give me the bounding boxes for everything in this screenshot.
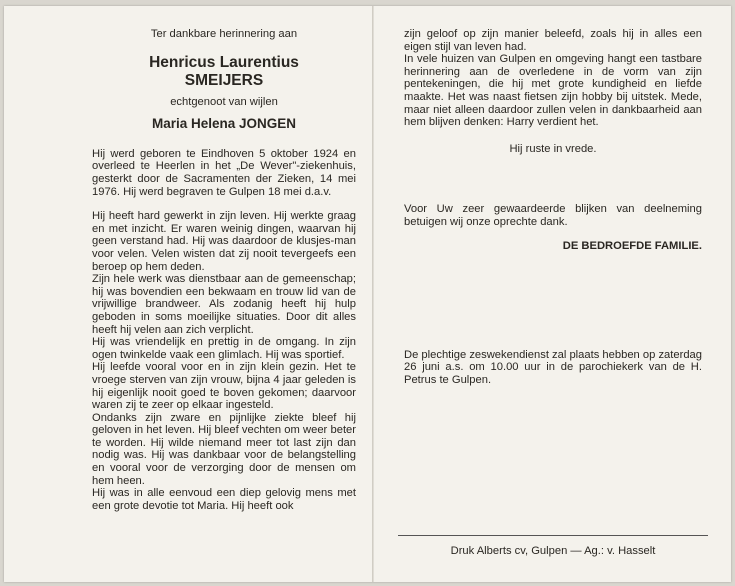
right-page: [404, 28, 702, 387]
spouse-label: echtgenoot van wijlen: [170, 96, 278, 109]
drawings-paragraph: In vele huizen van Gulpen en omgeving hangt een tastbare herinnering aan de overledene in de vorm van zijn pentekeningen, die hij met grote kundigheid en liefde maakte. Het was naast fietsen zijn hobby bij uitstek. Mede, maar niet alleen daardoor zullen velen in dankbaarheid aan hem blijven denken: Harry verdient het.: [404, 53, 702, 129]
thanks-paragraph: Voor Uw zeer gewaardeerde blijken van deelneming betuigen wij onze oprechte dank.: [404, 203, 702, 228]
intro-text: Ter dankbare herinnering aan: [150, 28, 298, 40]
spouse-name: Maria Helena JONGEN: [151, 115, 297, 131]
service-paragraph: De plechtige zeswekendienst zal plaats hebben op zaterdag 26 juni a.s. om 10.00 uur in de parochiekerk van de H. Petrus te Gulpen.: [404, 348, 702, 386]
work-paragraph: Hij heeft hard gewerkt in zijn leven. Hij werkte graag en met inzicht. Er waren weinig dingen, waarvan hij geen verstand had. Hij was daardoor de klusjes-man voor velen. Velen wisten dat zij nooit tevergeefs een beroep op hem deden.: [92, 210, 356, 273]
divider-line: [398, 535, 708, 536]
faith-paragraph: Hij was in alle eenvoud een diep gelovig mens met een grote devotie tot Maria. Hij heeft ook: [92, 487, 356, 512]
community-paragraph: Zijn hele werk was dienstbaar aan de gemeenschap; hij was bovendien een bekwaam en trouw lid van de vrijwillige brandweer. Als zodanig heeft hij hulp geboden in soms moeilijke situaties. Door dit alles heeft hij velen aan zich verplicht.: [92, 273, 356, 336]
family-signature: DE BEDROEFDE FAMILIE.: [562, 240, 702, 253]
character-paragraph: Hij was vriendelijk en prettig in de omgang. In zijn ogen twinkelde vaak een glimlach. Hij was sportief.: [92, 336, 356, 361]
faith-continued-paragraph: zijn geloof op zijn manier beleefd, zoals hij in alles een eigen stijl van leven had.: [404, 28, 702, 53]
deceased-surname: SMEIJERS: [184, 72, 264, 90]
deceased-first-names: Henricus Laurentius: [149, 54, 299, 72]
birth-death-paragraph: Hij werd geboren te Eindhoven 5 oktober 1924 en overleed te Heerlen in het „De Wever"-ziekenhuis, gesterkt door de Sacramenten der Zieken, 14 mei 1976. Hij werd begraven te Gulpen 18 mei d.a.v.: [92, 147, 356, 198]
left-page: [92, 28, 356, 512]
family-paragraph: Hij leefde vooral voor en in zijn klein gezin. Het te vroege sterven van zijn vrouw, bijna 4 jaar geleden is hij eigenlijk nooit goed te boven gekomen; daarvoor waren zij te zeer op elkaar ingesteld.: [92, 361, 356, 412]
printer-credit: Druk Alberts cv, Gulpen — Ag.: v. Hasselt: [450, 545, 656, 557]
illness-paragraph: Ondanks zijn zware en pijnlijke ziekte bleef hij geloven in het leven. Hij bleef vechten om weer beter te worden. Hij wilde niemand meer tot last zijn dan nodig was. Hij was dankbaar voor de belangstelling en vooral voor de verzorging door de mensen om hem heen.: [92, 411, 356, 487]
card-fold: [372, 6, 374, 582]
rest-in-peace: Hij ruste in vrede.: [509, 142, 597, 155]
